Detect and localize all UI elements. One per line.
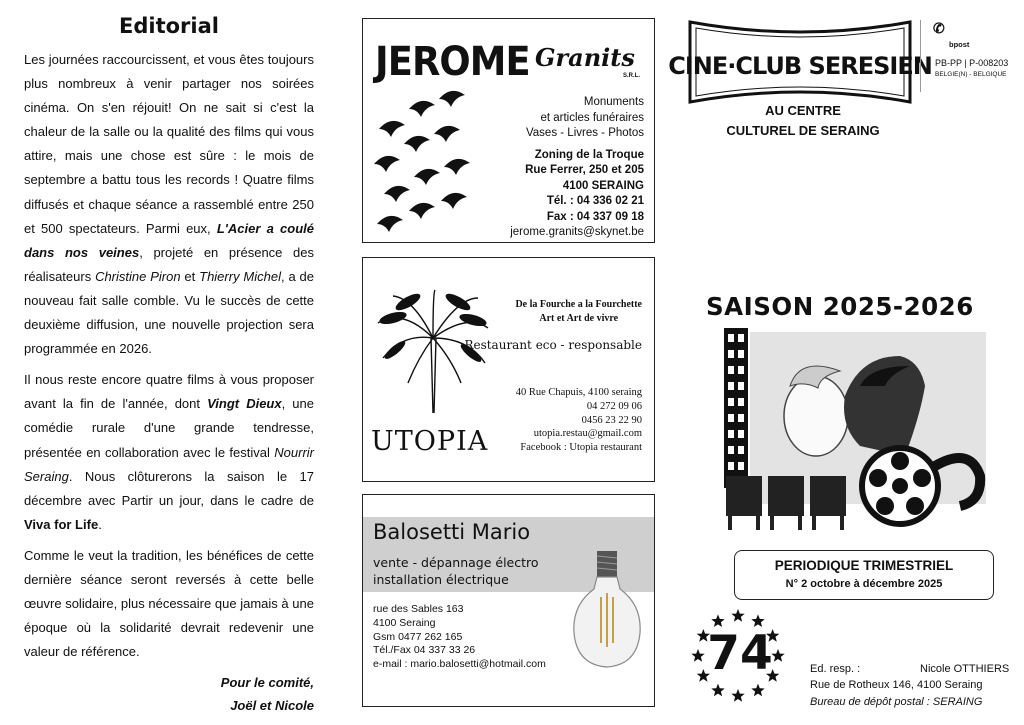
star-icon bbox=[731, 609, 744, 622]
editorial-text-run: et bbox=[180, 268, 200, 284]
editorial-paragraph-3: Comme le veut la tradition, les bénéfices de cette dernière séance seront reversés à cette belle œuvre solidaire, plus nécessaire que jamais à une époque où la solidarité devrait redevenir une valeur de référence. bbox=[24, 547, 314, 660]
cine-club-logo bbox=[668, 16, 932, 108]
cinema-poster-illustration bbox=[720, 326, 988, 536]
editorial-text-run: Il nous reste encore quatre films à vous proposer avant la fin de l'année, dont bbox=[24, 372, 314, 412]
utopia-contact bbox=[516, 386, 642, 455]
ed-resp-address: Rue de Rotheux 146, 4100 Seraing bbox=[810, 679, 983, 691]
jerome-line: Monuments bbox=[583, 96, 644, 108]
utopia-slogan bbox=[515, 298, 642, 326]
ed-resp-label: Ed. resp. : bbox=[810, 663, 861, 675]
birds-icon bbox=[369, 89, 479, 239]
utopia-name: UTOPIA bbox=[371, 426, 489, 457]
signature-line-2: Joël et Nicole bbox=[230, 698, 314, 714]
jerome-email: jerome.granits@skynet.be bbox=[510, 226, 644, 238]
balosetti-name: Balosetti Mario bbox=[373, 520, 531, 544]
postage-mark bbox=[920, 20, 1015, 92]
star-icon bbox=[731, 689, 744, 702]
bpost-icon: ✆ bbox=[933, 20, 945, 36]
editor-responsible bbox=[810, 661, 1009, 693]
editorial-column bbox=[24, 14, 314, 717]
star-icon bbox=[711, 684, 724, 697]
editorial-text-run: Vingt Dieux bbox=[207, 396, 282, 412]
editorial-paragraph-2 bbox=[24, 368, 314, 537]
jerome-line: et articles funéraires bbox=[540, 111, 644, 124]
editorial-text-run: . Nous clôturerons la saison le 17 décembre avec Partir un jour, dans le cadre de bbox=[24, 468, 314, 508]
editorial-text-run: Christine Piron bbox=[95, 268, 181, 284]
utopia-phone: 04 272 09 06 bbox=[586, 400, 642, 412]
ad-balosetti bbox=[362, 494, 655, 707]
palm-tree-icon bbox=[373, 288, 493, 418]
editorial-text-run: , projeté en présence des réalisateurs bbox=[24, 244, 314, 284]
utopia-email: utopia.restau@gmail.com bbox=[533, 428, 642, 440]
ed-resp-name: Nicole OTTHIERS bbox=[920, 663, 1010, 675]
utopia-slogan-line: De la Fourche a la Fourchette bbox=[515, 299, 642, 310]
ad-jerome-granits bbox=[362, 18, 655, 243]
editorial-text-run: Nourrir Seraing bbox=[24, 444, 314, 484]
jerome-address: Zoning de la Troque bbox=[534, 148, 644, 161]
balosetti-gsm: Gsm 0477 262 165 bbox=[373, 630, 463, 643]
editorial-text-run: , une comédie rurale d'une grande tendresse, présentée en collaboration avec le festival bbox=[24, 396, 315, 460]
editorial-text-run: , a de nouveau fait salle comble. Vu le succès de cette deuxième diffusion, une nouvelle projection sera programmée en 2026. bbox=[24, 268, 315, 357]
balosetti-city: 4100 Seraing bbox=[373, 616, 436, 629]
jerome-fax: Fax : 04 337 09 18 bbox=[546, 210, 644, 223]
centre-culturel bbox=[688, 101, 918, 141]
light-bulb-icon bbox=[568, 547, 646, 677]
utopia-slogan-line: Art et Art de vivre bbox=[539, 313, 619, 324]
editorial-text-run: L'Acier a coulé dans nos veines bbox=[24, 220, 314, 260]
jerome-address: 4100 SERAING bbox=[562, 179, 644, 192]
balosetti-phone: Tél./Fax 04 337 33 26 bbox=[373, 644, 476, 657]
utopia-tagline: Restaurant eco - responsable bbox=[464, 338, 642, 352]
postage-country: BELGIE(N) - BELGIQUE bbox=[935, 71, 1007, 78]
balosetti-address: rue des Sables 163 bbox=[373, 603, 464, 615]
ad-utopia bbox=[362, 257, 655, 482]
editorial-title: Editorial bbox=[119, 14, 219, 38]
editorial-paragraph-1 bbox=[24, 48, 314, 361]
balosetti-service-line: vente - dépannage électro bbox=[373, 555, 539, 570]
bpost-brand: bpost bbox=[949, 40, 970, 49]
postal-depot: Bureau de dépôt postal : SERAING bbox=[810, 696, 983, 708]
postage-code: PB-PP | P-008203 bbox=[935, 58, 1009, 68]
jerome-srl: S.R.L. bbox=[622, 73, 640, 79]
utopia-facebook: Facebook : Utopia restaurant bbox=[520, 442, 642, 454]
periodique-title: PERIODIQUE TRIMESTRIEL bbox=[774, 558, 954, 573]
issue-number: 74 bbox=[707, 626, 773, 681]
star-icon bbox=[751, 684, 764, 697]
centre-line-1: AU CENTRE bbox=[765, 103, 841, 118]
editorial-text-run: Thierry Michel bbox=[199, 268, 281, 284]
jerome-granits-script: Granits bbox=[535, 43, 635, 72]
editorial-text-run: . bbox=[98, 516, 102, 532]
balosetti-service-line: installation électrique bbox=[373, 572, 509, 587]
utopia-address: 40 Rue Chapuis, 4100 seraing bbox=[515, 387, 642, 398]
logo-text: CINE·CLUB SERESIEN bbox=[668, 52, 932, 80]
periodique-box bbox=[734, 550, 994, 600]
signature-line-1: Pour le comité, bbox=[220, 675, 314, 691]
balosetti-email: e-mail : mario.balosetti@hotmail.com bbox=[373, 658, 546, 671]
balosetti-services bbox=[373, 554, 539, 588]
jerome-address: Rue Ferrer, 250 et 205 bbox=[525, 164, 644, 176]
editorial-text-run: Les journées raccourcissent, et vous êtes toujours plus nombreux à venir partager nos soirées cinéma. On s'en réjouit! On ne sait si c'est la chaleur de la salle ou la qualité des films qui vous attire, mais une chose est sûre : le mois de septembre a battu tous les records ! Quatre films diffusés et chaque séance a rassemblé entre 250 et 500 spectateurs. Parmi eux, bbox=[24, 52, 314, 236]
season-title: SAISON 2025-2026 bbox=[706, 292, 974, 321]
jerome-details bbox=[510, 95, 644, 241]
balosetti-contact bbox=[373, 603, 546, 672]
centre-line-2: CULTUREL DE SERAING bbox=[726, 123, 880, 138]
jerome-brand: JEROME bbox=[375, 39, 530, 85]
editorial-text-run: Viva for Life bbox=[24, 516, 99, 532]
utopia-mobile: 0456 23 22 90 bbox=[581, 414, 642, 426]
jerome-phone: Tél. : 04 336 02 21 bbox=[546, 195, 644, 207]
periodique-issue: N° 2 octobre à décembre 2025 bbox=[785, 578, 943, 590]
jerome-line: Vases - Livres - Photos bbox=[525, 127, 644, 139]
